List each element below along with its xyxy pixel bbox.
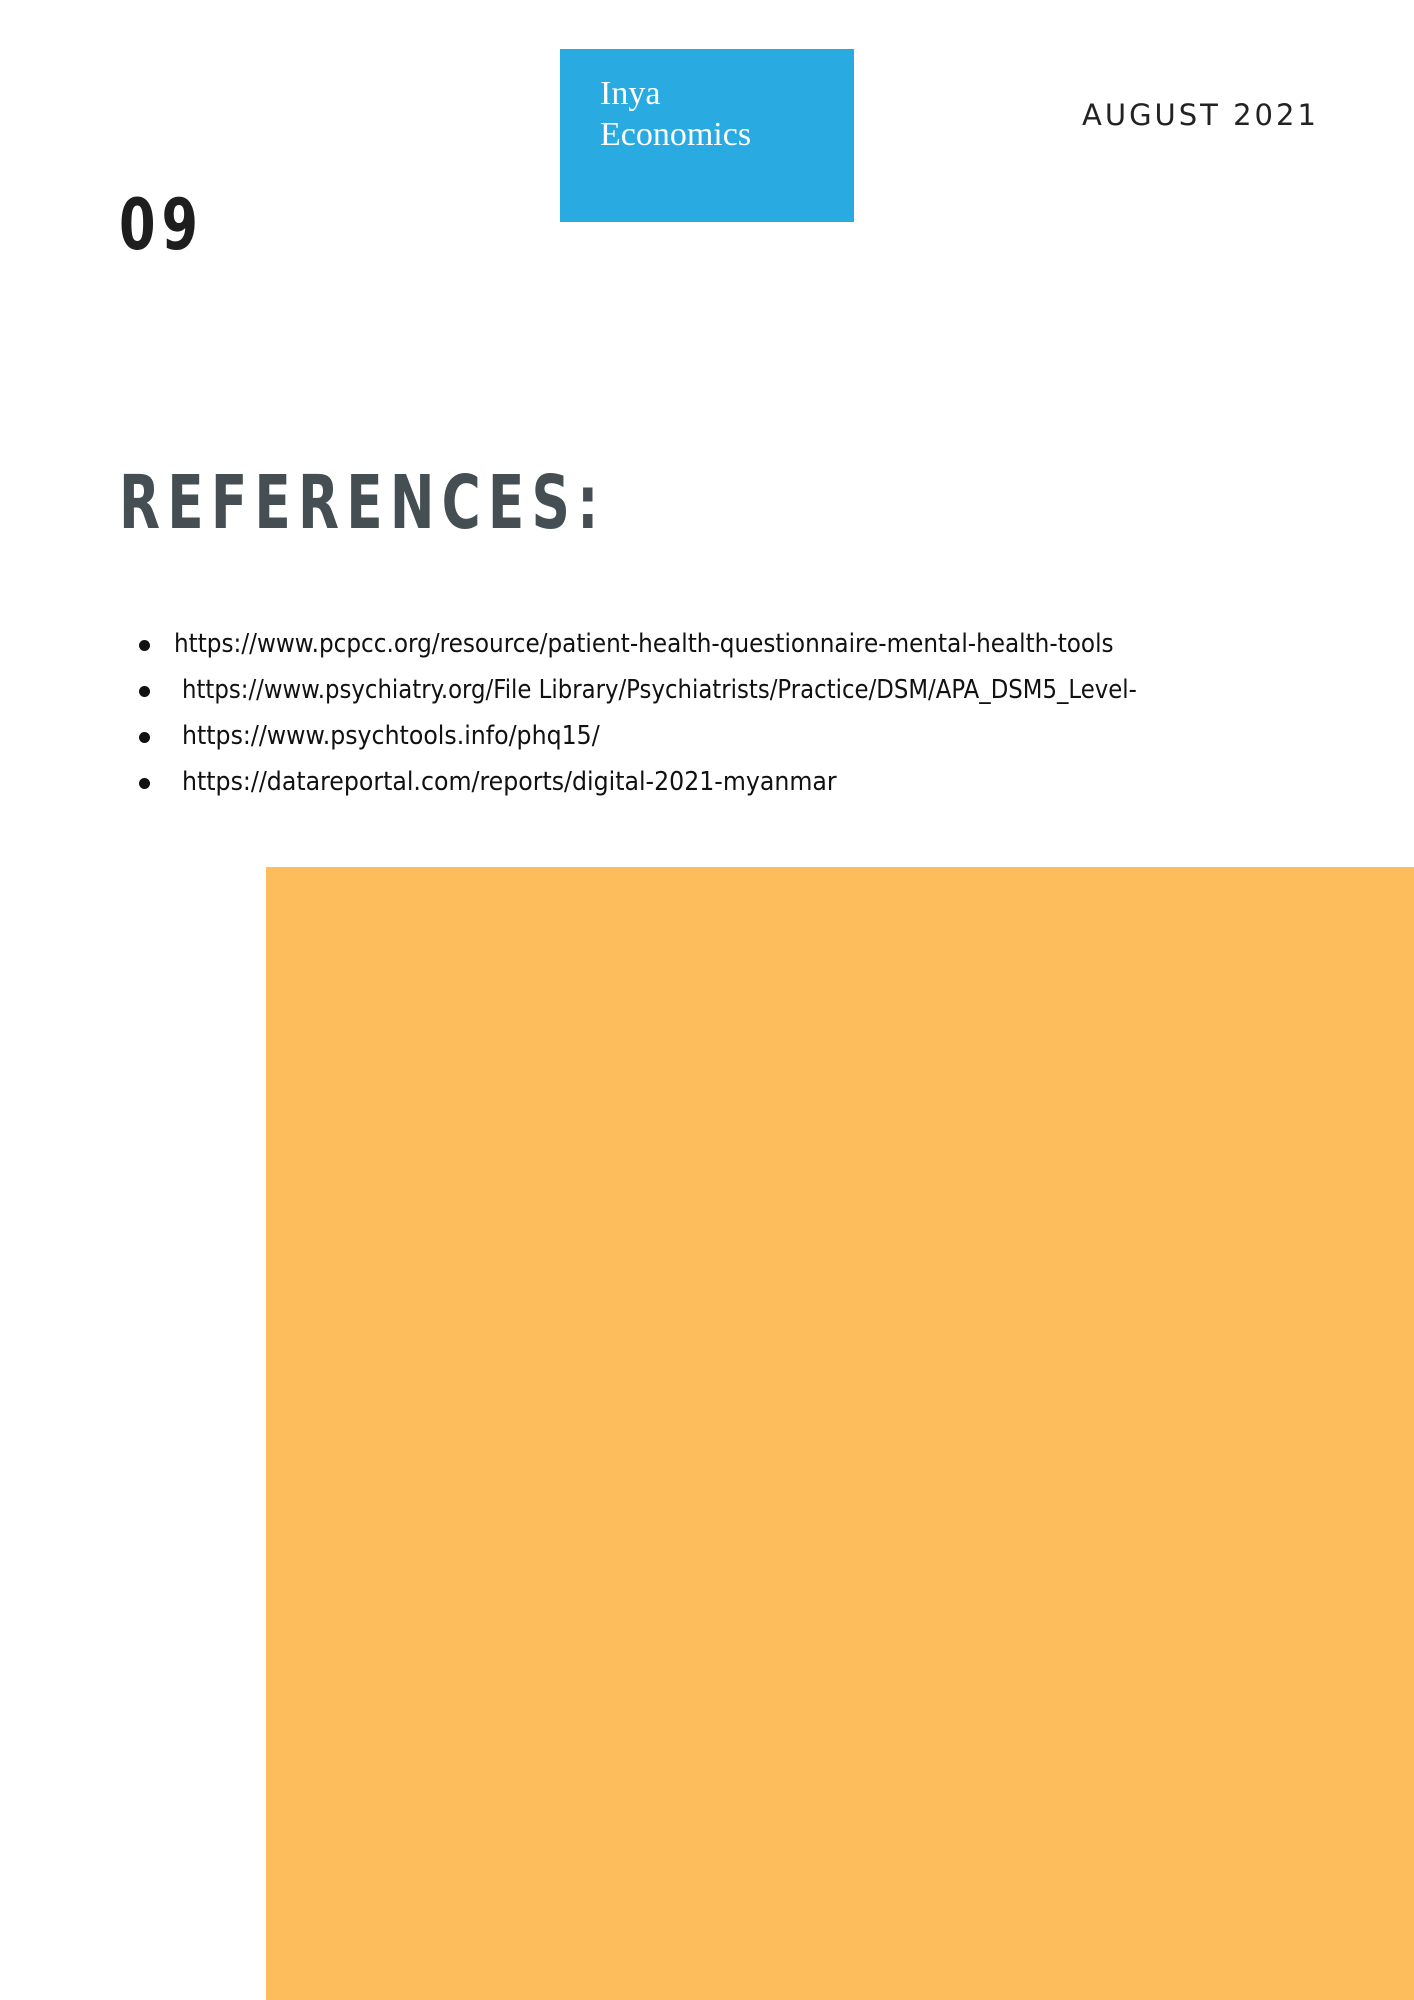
reference-link[interactable]: https://www.psychiatry.org/File Library/Psychiatrists/Practice/DSM/APA_DSM5_Level- (182, 675, 1137, 705)
reference-link[interactable]: https://www.psychtools.info/phq15/ (182, 721, 600, 751)
reference-link[interactable]: https://www.pcpcc.org/resource/patient-health-questionnaire-mental-health-tools (174, 629, 1114, 659)
references-heading: REFERENCES: (119, 460, 606, 546)
issue-date: AUGUST 2021 (1082, 98, 1319, 132)
logo-box (560, 49, 854, 222)
bullet-icon (139, 778, 150, 789)
bullet-icon (139, 640, 150, 651)
decorative-orange-block (266, 867, 1414, 2000)
logo-text: Inya Economics (600, 75, 752, 153)
page-number: 09 (119, 184, 205, 266)
bullet-icon (139, 686, 150, 697)
reference-link[interactable]: https://datareportal.com/reports/digital-2021-myanmar (182, 767, 837, 797)
bullet-icon (139, 732, 150, 743)
